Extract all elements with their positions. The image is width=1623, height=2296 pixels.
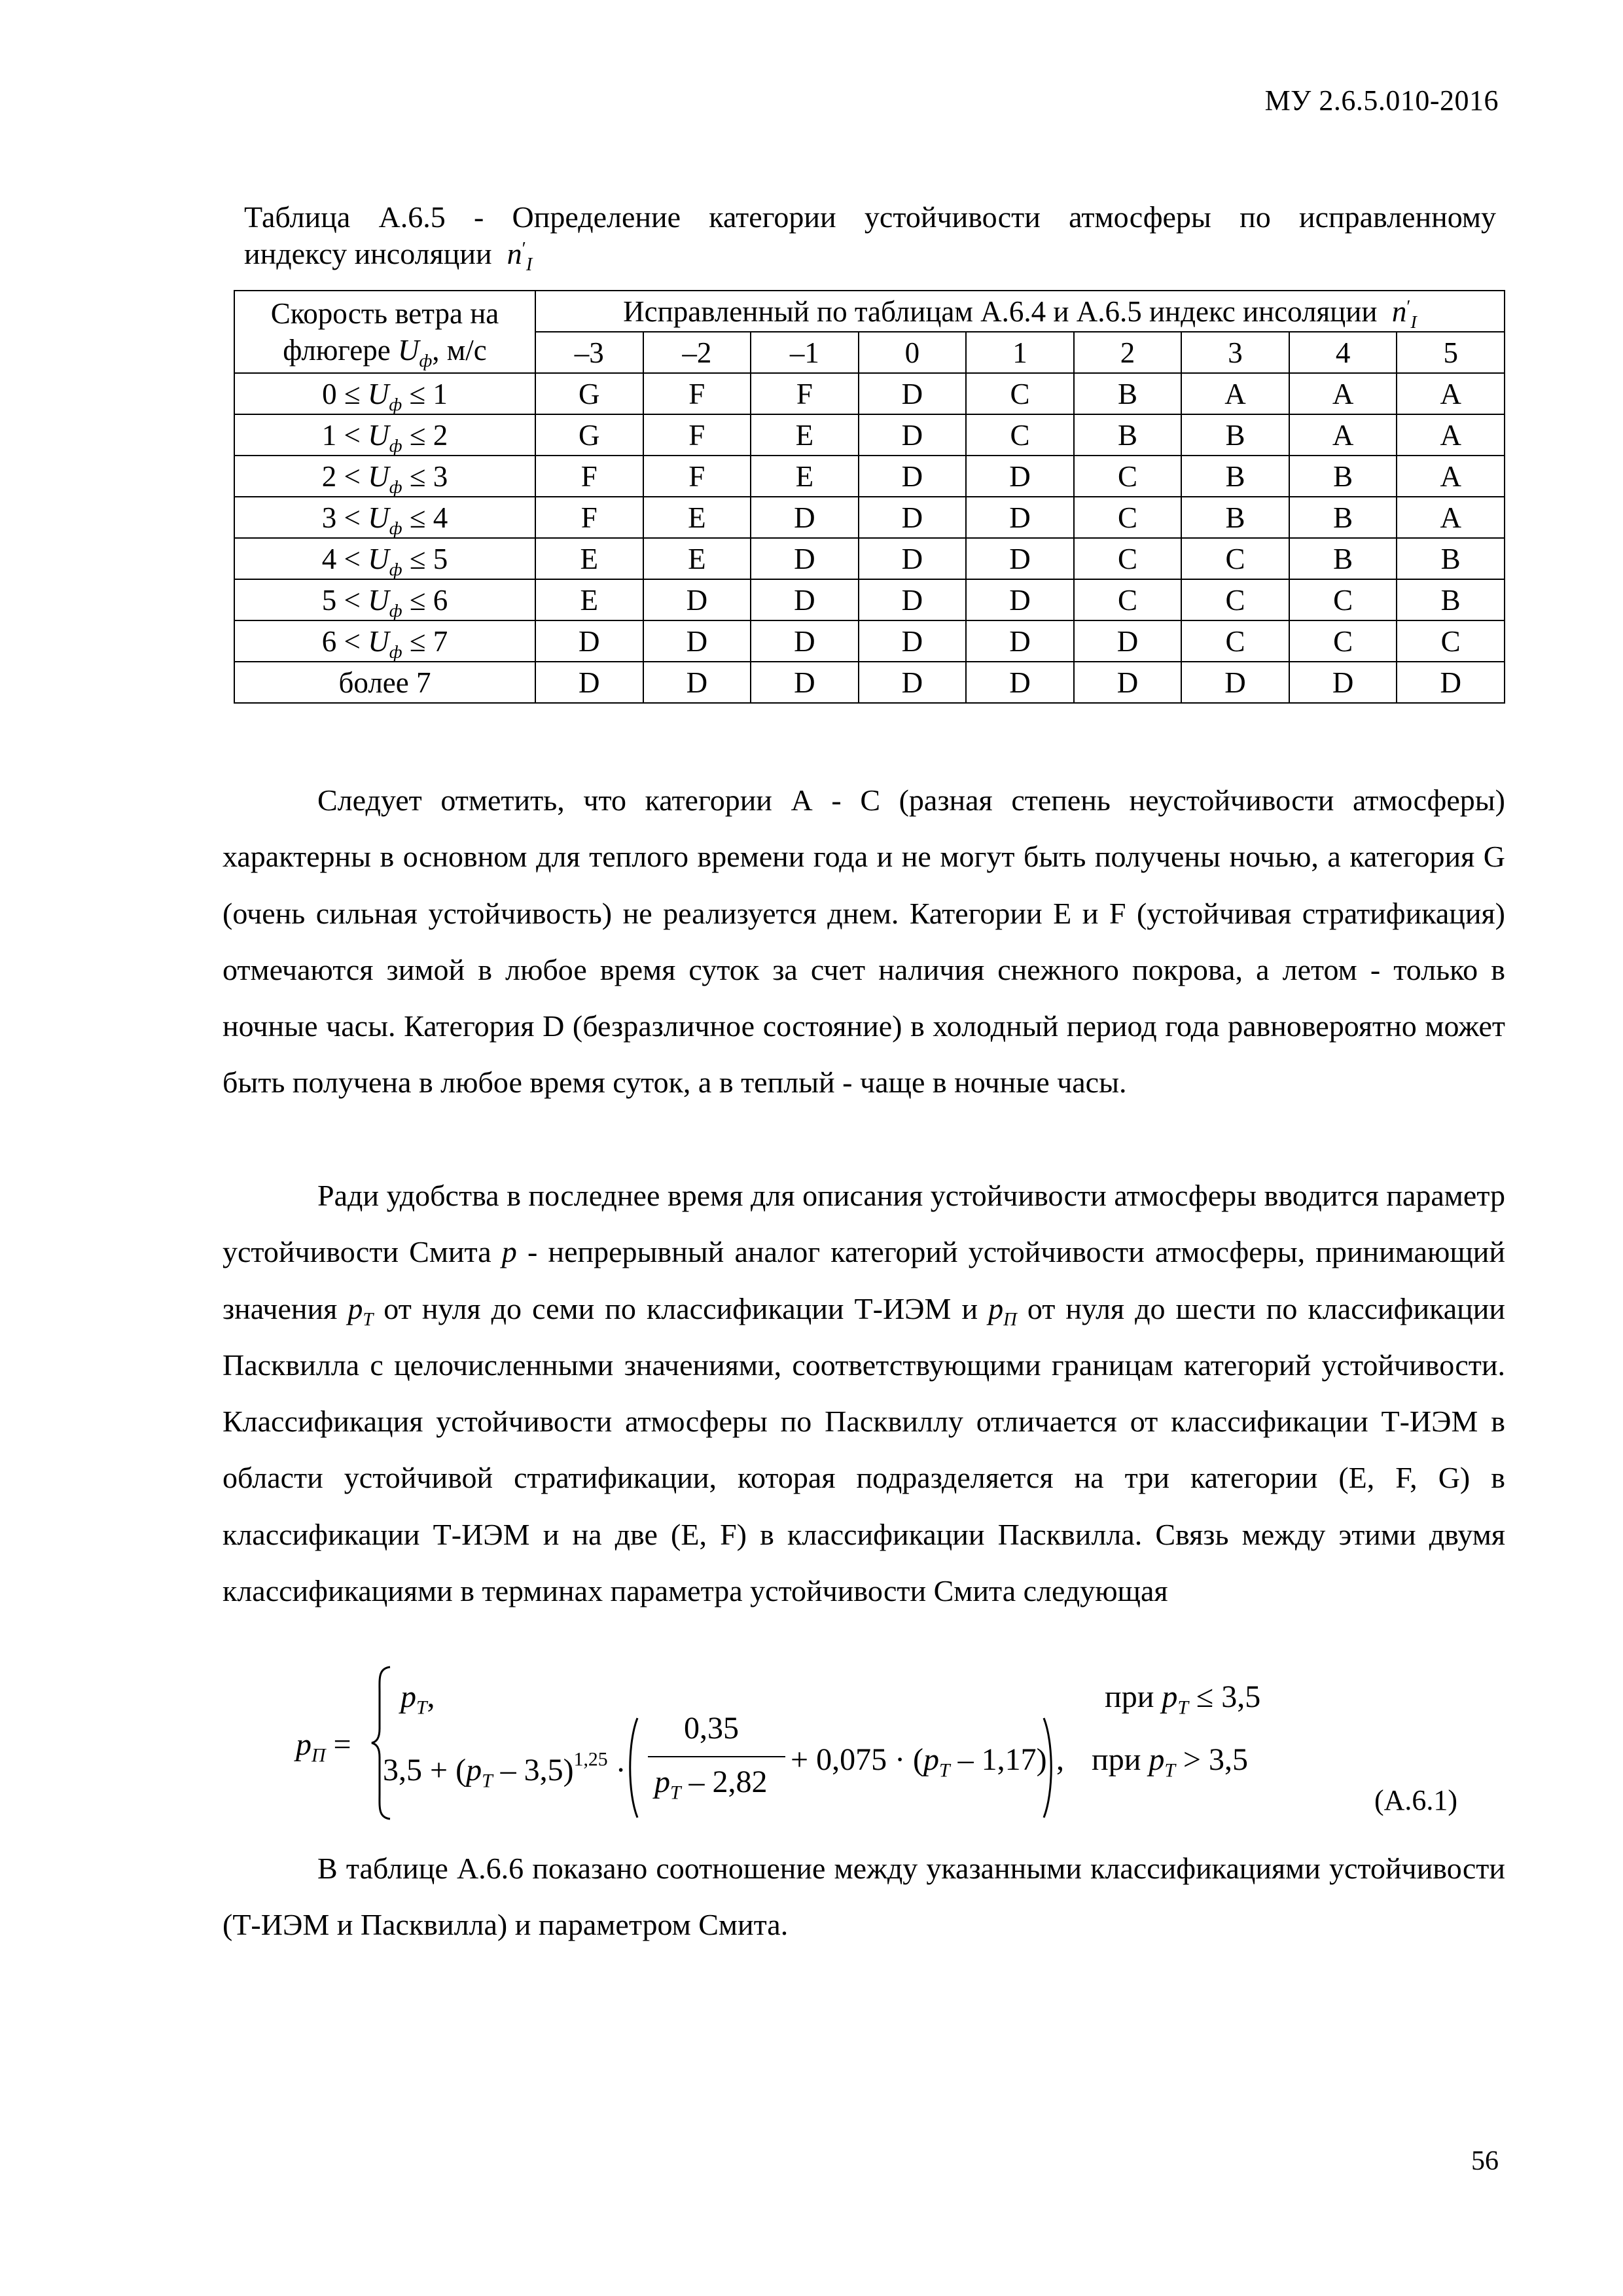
index-value-cell: 4 bbox=[1289, 332, 1397, 373]
document-code: МУ 2.6.5.010-2016 bbox=[1264, 84, 1499, 117]
p2-var-pT-sub: T bbox=[363, 1309, 374, 1330]
stability-category-cell: D bbox=[859, 620, 967, 662]
stability-category-cell: D bbox=[966, 620, 1074, 662]
insolation-index-var-sub: I bbox=[1410, 312, 1417, 332]
stability-category-cell: C bbox=[1289, 579, 1397, 620]
stability-category-cell: B bbox=[1289, 497, 1397, 538]
stability-category-cell: B bbox=[1074, 373, 1182, 414]
stability-category-cell: B bbox=[1074, 414, 1182, 456]
stability-category-cell: B bbox=[1181, 497, 1289, 538]
paragraph-table-reference bbox=[223, 1840, 1505, 1954]
wind-speed-var-sub: ф bbox=[419, 350, 433, 371]
stability-category-cell: C bbox=[1289, 620, 1397, 662]
wind-speed-header-line2a: флюгере bbox=[283, 334, 391, 367]
range-var: U bbox=[368, 501, 389, 534]
table-row bbox=[234, 497, 1505, 538]
stability-category-cell: E bbox=[751, 414, 859, 456]
stability-category-cell: D bbox=[966, 579, 1074, 620]
table-row bbox=[234, 579, 1505, 620]
stability-category-cell: C bbox=[1397, 620, 1505, 662]
stability-category-cell: D bbox=[859, 538, 967, 579]
range-low: 2 < bbox=[321, 459, 361, 493]
stability-category-cell: E bbox=[643, 538, 751, 579]
stability-category-cell: D bbox=[966, 497, 1074, 538]
stability-category-cell: B bbox=[1181, 414, 1289, 456]
stability-category-cell: D bbox=[859, 579, 967, 620]
stability-category-cell: D bbox=[1397, 662, 1505, 703]
range-var-sub: ф bbox=[389, 600, 402, 621]
stability-category-cell: B bbox=[1181, 456, 1289, 497]
range-low: 5 < bbox=[321, 583, 361, 617]
table-row bbox=[234, 373, 1505, 414]
stability-category-cell: D bbox=[1181, 662, 1289, 703]
page-number: 56 bbox=[1471, 2146, 1499, 2176]
stability-category-cell: A bbox=[1397, 414, 1505, 456]
index-value-cell: 1 bbox=[966, 332, 1074, 373]
stability-category-cell: D bbox=[643, 662, 751, 703]
caption-line2-text: индексу инсоляции bbox=[244, 237, 492, 270]
fraction-bar bbox=[648, 1756, 785, 1757]
range-var-sub: ф bbox=[389, 641, 402, 662]
table-caption-line2: индексу инсоляции $n'_I$ bbox=[244, 237, 533, 275]
stability-category-cell: D bbox=[966, 538, 1074, 579]
stability-category-cell: B bbox=[1397, 538, 1505, 579]
case2-expression-head: $3,5 + (p_T - 3,5)^{1,25}$ · bbox=[383, 1748, 626, 1792]
stability-category-cell: D bbox=[859, 456, 967, 497]
p2-var-p: p bbox=[501, 1235, 517, 1269]
table-caption-line1: Таблица А.6.5 - Определение категории устойчивости атмосферы по исправленному bbox=[244, 200, 1496, 234]
paragraph-categories-text: Следует отметить, что категории А - С (разная степень неустойчивости атмосферы) характерны в основном для теплого времени года и не могут быть получены ночью, а категория G (очень сильная устойчивость) не реализуется днем. Категории Е и F (устойчивая стратификация) отмечаются зимой в любое время суток за счет наличия снежного покрова, а летом - только в ночные часы. Категория D (безразличное состояние) в холодный период года равновероятно может быть получена в любое время суток, а в теплый - чаще в ночные часы. bbox=[223, 783, 1505, 1100]
stability-category-cell: F bbox=[535, 497, 643, 538]
wind-speed-var: U bbox=[397, 334, 419, 367]
case1-expression: $p_T$, bbox=[401, 1679, 435, 1719]
stability-category-cell: C bbox=[1181, 620, 1289, 662]
left-brace-icon bbox=[370, 1666, 393, 1820]
wind-speed-header-line2b: , м/с bbox=[432, 334, 487, 367]
caption-var: n bbox=[507, 237, 522, 270]
stability-category-cell: D bbox=[643, 620, 751, 662]
range-low: 1 < bbox=[321, 418, 361, 452]
stability-category-cell: F bbox=[643, 414, 751, 456]
wind-speed-header-line1: Скорость ветра на bbox=[270, 297, 499, 330]
case2-comma: , bbox=[1056, 1742, 1064, 1777]
table-caption bbox=[244, 199, 1496, 275]
index-value-cell: 2 bbox=[1074, 332, 1182, 373]
table-row bbox=[234, 662, 1505, 703]
p2-text4: от нуля до шести по классификации Пасквилла с целочисленными значениями, соответствующими границам категорий устойчивости. Классификация устойчивости атмосферы по Пасквиллу отличается от классификации Т-ИЭМ в области устойчивой стратификации, которая подразделяется на три категории (E, F, G) в классификации Т-ИЭМ и на две (E, F) в классификации Пасквилла. Связь между этими двумя классификациями в терминах параметра устойчивости Смита следующая bbox=[223, 1291, 1505, 1608]
wind-speed-range-cell bbox=[234, 497, 535, 538]
stability-category-cell: D bbox=[859, 414, 967, 456]
stability-category-cell: D bbox=[859, 373, 967, 414]
equation-number: (А.6.1) bbox=[1374, 1784, 1458, 1816]
range-high: ≤ 7 bbox=[402, 624, 448, 658]
stability-category-cell: A bbox=[1289, 373, 1397, 414]
table-body bbox=[234, 373, 1505, 703]
stability-category-cell: F bbox=[643, 456, 751, 497]
p2-text1: Ради удобства в последнее время для описания устойчивости атмосферы вводится параметр устойчивости Смита bbox=[223, 1179, 1505, 1269]
range-var-sub: ф bbox=[389, 518, 402, 539]
wind-speed-range-cell bbox=[234, 456, 535, 497]
range-high: ≤ 1 bbox=[402, 377, 448, 410]
paragraph-table-reference-text: В таблице А.6.6 показано соотношение между указанными классификациями устойчивости (Т-ИЭМ и Пасквилла) и параметром Смита. bbox=[223, 1852, 1505, 1942]
insolation-index-header-text: Исправленный по таблицам А.6.4 и А.6.5 индекс инсоляции bbox=[623, 295, 1378, 328]
paragraph-categories bbox=[223, 772, 1505, 1111]
stability-category-cell: D bbox=[966, 662, 1074, 703]
wind-speed-range-cell bbox=[234, 373, 535, 414]
stability-category-cell: D bbox=[535, 662, 643, 703]
stability-category-cell: D bbox=[1074, 662, 1182, 703]
index-value-cell: –1 bbox=[751, 332, 859, 373]
range-var: U bbox=[368, 583, 389, 617]
stability-category-cell: A bbox=[1397, 456, 1505, 497]
index-value-cell: 0 bbox=[859, 332, 967, 373]
paragraph-smith-parameter bbox=[223, 1168, 1505, 1619]
wind-speed-header bbox=[234, 291, 535, 373]
stability-category-cell: C bbox=[1074, 579, 1182, 620]
range-high: ≤ 2 bbox=[402, 418, 448, 452]
stability-category-cell: C bbox=[966, 373, 1074, 414]
stability-category-cell: C bbox=[1074, 538, 1182, 579]
range-high: ≤ 3 bbox=[402, 459, 448, 493]
stability-category-cell: B bbox=[1289, 538, 1397, 579]
stability-category-cell: D bbox=[751, 620, 859, 662]
insolation-index-var: n bbox=[1391, 295, 1407, 328]
stability-category-cell: D bbox=[1074, 620, 1182, 662]
stability-category-cell: B bbox=[1289, 456, 1397, 497]
p2-text3: от нуля до семи по классификации Т-ИЭМ и bbox=[383, 1291, 978, 1325]
stability-category-cell: G bbox=[535, 414, 643, 456]
range-var-sub: ф bbox=[389, 394, 402, 415]
right-paren-icon bbox=[1042, 1717, 1056, 1819]
stability-category-cell: F bbox=[751, 373, 859, 414]
table-row bbox=[234, 456, 1505, 497]
insolation-index-header: Исправленный по таблицам А.6.4 и А.6.5 индекс инсоляции $n'_I$ bbox=[535, 291, 1505, 332]
range-var: U bbox=[368, 418, 389, 452]
range-high: ≤ 4 bbox=[402, 501, 448, 534]
p2-var-pT: p bbox=[348, 1291, 363, 1325]
stability-category-cell: D bbox=[859, 662, 967, 703]
stability-category-cell: D bbox=[643, 579, 751, 620]
index-value-cell: –2 bbox=[643, 332, 751, 373]
formula-lhs: $p_П$ = bbox=[296, 1727, 351, 1767]
formula-a-6-1 bbox=[0, 1659, 1623, 1829]
wind-speed-range-cell bbox=[234, 662, 535, 703]
index-value-cell: 3 bbox=[1181, 332, 1289, 373]
stability-category-cell: G bbox=[535, 373, 643, 414]
case2-expression-tail: + $0,075 \cdot (p_T - 1,17)$ bbox=[791, 1742, 1047, 1782]
range-low: 0 ≤ bbox=[322, 377, 361, 410]
stability-category-cell: C bbox=[1074, 497, 1182, 538]
stability-category-cell: E bbox=[643, 497, 751, 538]
stability-category-cell: E bbox=[535, 579, 643, 620]
stability-category-cell: D bbox=[966, 456, 1074, 497]
stability-category-cell: D bbox=[1289, 662, 1397, 703]
left-paren-icon bbox=[625, 1717, 639, 1819]
stability-category-cell: C bbox=[966, 414, 1074, 456]
range-high: ≤ 6 bbox=[402, 583, 448, 617]
p2-var-pP: p bbox=[988, 1291, 1004, 1325]
stability-category-cell: C bbox=[1074, 456, 1182, 497]
wind-speed-range-cell bbox=[234, 620, 535, 662]
wind-speed-range-cell bbox=[234, 538, 535, 579]
p2-text2: - непрерывный аналог категорий устойчивости атмосферы, принимающий значения bbox=[223, 1235, 1505, 1325]
range-low: более 7 bbox=[338, 666, 431, 699]
stability-category-cell: D bbox=[751, 497, 859, 538]
stability-category-cell: D bbox=[751, 579, 859, 620]
index-value-cell: 5 bbox=[1397, 332, 1505, 373]
range-var-sub: ф bbox=[389, 476, 402, 497]
stability-category-cell: B bbox=[1397, 579, 1505, 620]
stability-category-cell: C bbox=[1181, 538, 1289, 579]
case1-condition: при $p_T \le 3,5$ bbox=[1105, 1679, 1261, 1719]
stability-category-cell: C bbox=[1181, 579, 1289, 620]
stability-category-cell: D bbox=[751, 662, 859, 703]
range-var: U bbox=[367, 377, 389, 410]
index-value-cell: –3 bbox=[535, 332, 643, 373]
stability-category-cell: D bbox=[859, 497, 967, 538]
table-row bbox=[234, 538, 1505, 579]
range-var-sub: ф bbox=[389, 435, 402, 456]
fraction-denominator: $p_T - 2,82$ bbox=[654, 1765, 768, 1804]
wind-speed-range-cell bbox=[234, 414, 535, 456]
stability-category-cell: F bbox=[535, 456, 643, 497]
stability-category-cell: A bbox=[1397, 373, 1505, 414]
case2-condition: при $p_T > 3,5$ bbox=[1092, 1742, 1248, 1782]
range-low: 3 < bbox=[321, 501, 361, 534]
range-low: 4 < bbox=[321, 542, 361, 575]
stability-category-cell: D bbox=[751, 538, 859, 579]
table-header-row bbox=[234, 291, 1505, 332]
fraction-numerator: 0,35 bbox=[684, 1711, 739, 1746]
table-row bbox=[234, 414, 1505, 456]
stability-category-cell: A bbox=[1181, 373, 1289, 414]
table-row bbox=[234, 620, 1505, 662]
stability-category-cell: F bbox=[643, 373, 751, 414]
wind-speed-range-cell bbox=[234, 579, 535, 620]
stability-category-cell: A bbox=[1289, 414, 1397, 456]
stability-category-cell: E bbox=[751, 456, 859, 497]
p2-var-pP-sub: П bbox=[1003, 1309, 1017, 1330]
stability-category-cell: D bbox=[535, 620, 643, 662]
range-var: U bbox=[368, 624, 389, 658]
stability-table bbox=[234, 290, 1505, 704]
range-var: U bbox=[368, 459, 389, 493]
range-high: ≤ 5 bbox=[402, 542, 448, 575]
range-low: 6 < bbox=[321, 624, 361, 658]
caption-var-sub: I bbox=[526, 254, 533, 275]
range-var: U bbox=[368, 542, 389, 575]
stability-category-cell: E bbox=[535, 538, 643, 579]
stability-category-cell: A bbox=[1397, 497, 1505, 538]
range-var-sub: ф bbox=[389, 559, 402, 580]
